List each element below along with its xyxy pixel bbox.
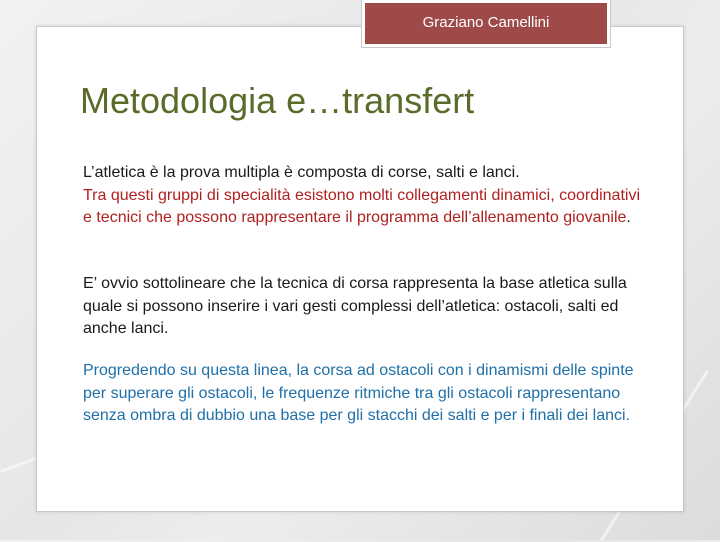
author-name: Graziano Camellini bbox=[422, 14, 550, 31]
paragraph-running-technique: E’ ovvio sottolineare che la tecnica di corsa rappresenta la base atletica sulla quale si possono inserire i vari gesti complessi dell’atletica: ostacoli, salti ed anche lanci. bbox=[83, 275, 627, 337]
intro-period: . bbox=[626, 209, 631, 226]
author-tab bbox=[362, 0, 610, 47]
intro-highlight: Tra questi gruppi di specialità esistono molti collegamenti dinamici, coordinativi e tecnici che possono rappresentare il programma dell’allenamento giovanile bbox=[83, 186, 641, 226]
paragraph-hurdles: Progredendo su questa linea, la corsa ad ostacoli con i dinamismi delle spinte per superare gli ostacoli, le frequenze ritmiche tra gli ostacoli rappresentano senza ombra di dubbio una base per gli stacchi dei salti e per i finali dei lanci. bbox=[83, 362, 634, 424]
paragraph-intro bbox=[83, 162, 643, 230]
slide-title: Metodologia e…transfert bbox=[80, 80, 475, 121]
intro-sentence: L’atletica è la prova multipla è composta di corse, salti e lanci. bbox=[83, 164, 520, 181]
